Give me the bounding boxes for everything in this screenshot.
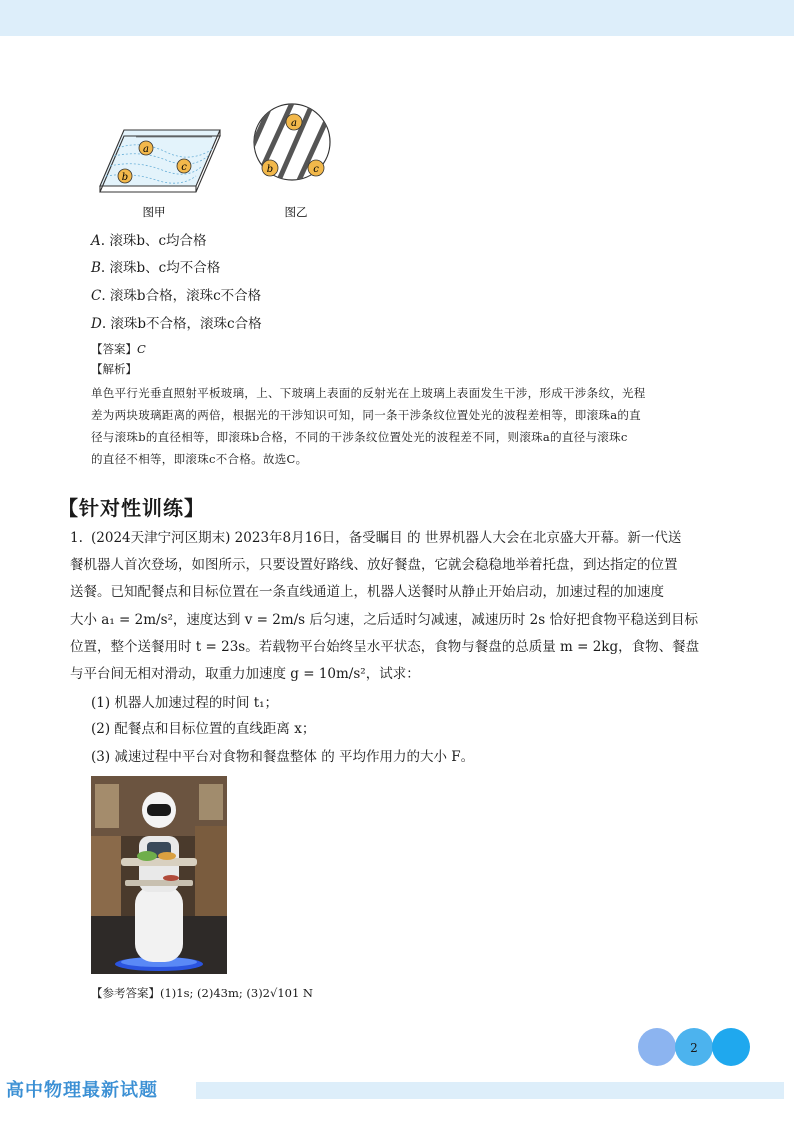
figure-caption-jia: 图甲	[142, 205, 166, 219]
ball-label-a: a	[143, 144, 149, 155]
page-number-badge	[638, 1028, 750, 1066]
footer-band	[196, 1082, 784, 1099]
option-c: C. 滚珠b合格，滚珠c不合格	[91, 288, 262, 304]
explanation-label: 【解析】	[91, 362, 137, 376]
figure-caption-yi: 图乙	[284, 205, 308, 219]
robot-photo	[91, 776, 227, 974]
reference-answer: 【参考答案】(1)1s; (2)43m; (3)2√101 N	[91, 986, 313, 1000]
question-1: 1. (2024天津宁河区期末) 2023年8月16日，备受瞩目 的 世界机器人大会在北京盛大开幕。新一代送 餐机器人首次登场，如图所示，只要设置好路线、放好餐盘，它就会稳稳地举着托盘，到达指定的位置 送餐。已知配餐点和目标位置在一条直线通道上，机器人送餐时从静止开始启动，加速过程的加速度 大小 a₁ = 2m/s²，速度达到 v = 2m/s 后匀速，之后适时匀减速，减速历时 2s 恰好把食物平稳送到目标 位置，整个送餐用时 t = 23s。若载物平台始终呈水平状态，食物与餐盘的总质量 m = 2kg，食物、餐盘 与平台间无相对滑动，取重力加速度 g = 10m/s²，试求：	[70, 525, 736, 688]
top-header-band	[0, 0, 794, 36]
option-d: D. 滚珠b不合格，滚珠c合格	[91, 316, 262, 332]
option-b: B. 滚珠b、c均不合格	[91, 260, 221, 276]
footer-brand: 高中物理最新试题	[6, 1080, 158, 1101]
fringe-label-a: a	[291, 118, 297, 129]
section-title: 【针对性训练】	[58, 496, 205, 520]
figure-interference-fringes	[252, 100, 332, 222]
ball-label-b: b	[121, 172, 129, 183]
option-a: A. 滚珠b、c均合格	[91, 233, 207, 249]
page-number: 2	[690, 1041, 698, 1055]
explanation-text: 单色平行光垂直照射平板玻璃，上、下玻璃上表面的反射光在上玻璃上表面发生干涉，形成干涉条纹，光程 差为两块玻璃距离的两倍，根据光的干涉知识可知，同一条干涉条纹位置处光的波程差相等，即滚珠a的直 径与滚珠b的直径相等，即滚珠b合格，不同的干涉条纹位置处光的波程差不同，则滚珠a的直径与滚珠c 的直径不相等，即滚珠c不合格。故选C。	[91, 386, 646, 466]
fringe-label-c: c	[313, 164, 319, 175]
fringe-label-b: b	[266, 164, 274, 175]
ball-label-c: c	[181, 162, 187, 173]
subquestion-3: (3) 减速过程中平台对食物和餐盘整体 的 平均作用力的大小 F。	[91, 749, 475, 765]
subquestion-1: (1) 机器人加速过程的时间 t₁；	[91, 695, 279, 711]
subquestion-2: (2) 配餐点和目标位置的直线距离 x；	[91, 721, 316, 737]
question-number: 1.	[70, 530, 83, 546]
figure-glass-plates	[96, 126, 226, 222]
answer-line: 【答案】C	[91, 342, 146, 356]
